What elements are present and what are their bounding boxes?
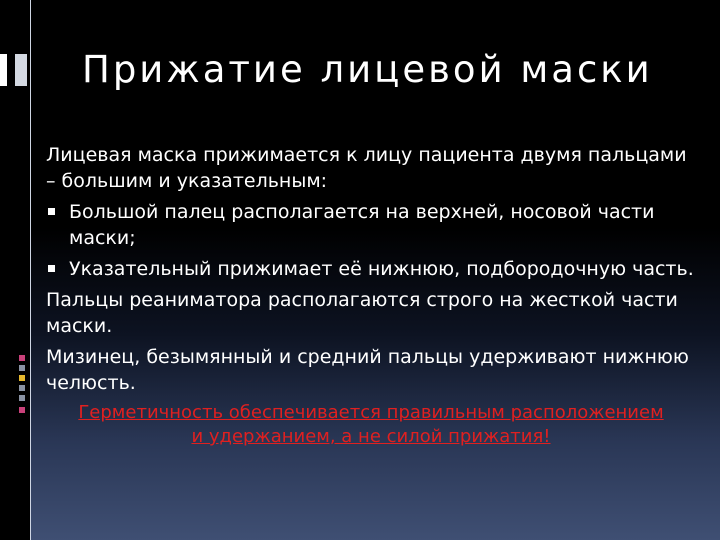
title-marker-bar <box>0 54 7 86</box>
decorative-square <box>19 407 25 413</box>
title-marker-block <box>15 54 27 86</box>
bullet-item <box>46 199 696 251</box>
left-divider-line <box>30 0 31 540</box>
bullet-square-icon <box>48 208 55 215</box>
bullet-text: Указательный прижимает её нижнюю, подбородочную часть. <box>69 258 694 280</box>
intro-text: Лицевая маска прижимается к лицу пациента двумя пальцами – большим и указательным: <box>46 144 687 192</box>
slide-body <box>46 142 696 449</box>
slide-title: Прижатие лицевой маски <box>82 48 653 91</box>
bullet-square-icon <box>48 265 55 272</box>
decorative-square <box>19 375 25 381</box>
highlight-note: Герметичность обеспечивается правильным расположением и удержанием, а не силой прижатия! <box>78 402 664 447</box>
decorative-square <box>19 365 25 371</box>
decorative-square <box>19 395 25 401</box>
decorative-square <box>19 355 25 361</box>
bullet-text: Большой палец располагается на верхней, носовой части маски; <box>69 201 655 249</box>
paragraph-fingers-placement: Пальцы реаниматора располагаются строго на жесткой части маски. <box>46 289 678 337</box>
paragraph-jaw-hold: Мизинец, безымянный и средний пальцы удерживают нижнюю челюсть. <box>46 346 689 394</box>
bullet-item <box>46 256 696 282</box>
decorative-square <box>19 385 25 391</box>
